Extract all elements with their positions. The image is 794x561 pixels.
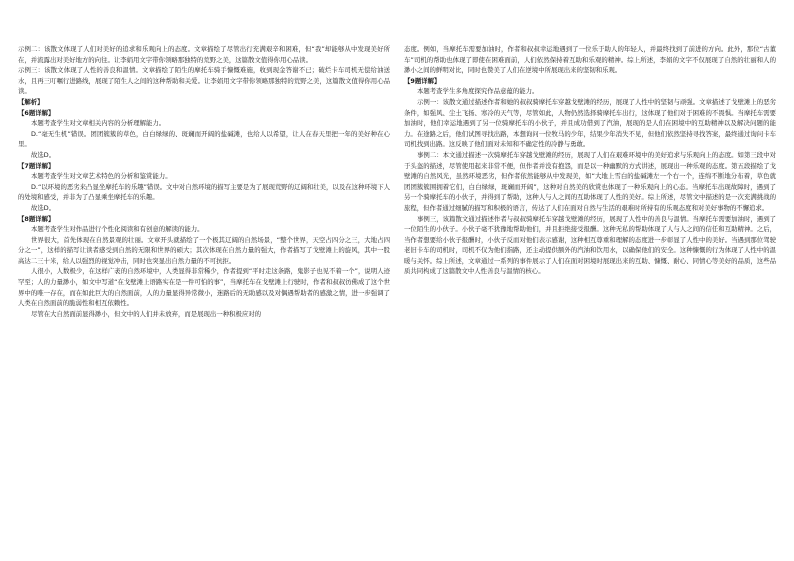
paragraph: 示例三：该散文体现了人性的善良和温情。文章描绘了陌生的摩托车骑手慷慨难施，收到现金答谢不已；破烂卡车司机无偿给油送水，且再三叮嘱行进路线，展现了陌生人之间的这种帮助和关爱。让李娟用文字带你领略那独特的荒野之美，这篇散文值得你用心品读。 [18,66,390,96]
section-heading: 【8题详解】 [18,214,55,223]
paragraph: 事例二：本文通过描述一次骑摩托车穿越戈壁滩的经历，展现了人们在艰难环境中的美好追求与乐观向上的态度。如第三段中对于头盔的描述，尽管使用起来非常不便，但作者并没有抱怨，而是以一种幽默的方式讲述，展现出一种乐观的态度。第五段描绘了戈壁滩的自然风光，虽然环境恶劣，但作者依然能够从中发现美，如“大地上雪白的盐碱滩左一个右一个，连绵不断地分布着，草色就团团簇簇围拥着它们，白白绿绿，斑斓而开阔”，这种对自然美的欣赏也体现了一种乐观向上的心态。当摩托车出现故障时，遇到了另一个骑摩托车的小伙子，并得到了帮助，这种人与人之间的互助体现了人性的美好。综上所述，尽管文中描述的是一次充满挑战的旅程，但作者通过细腻的描写和积极的语言，传达了人们在面对自然与生活的艰难时所持有的乐观态度和对美好事物的不懈追求。 [404,150,776,212]
paragraph: 示例二：该散文体现了人们对美好的追求和乐观向上的态度。文章描绘了尽管出行充满艰辛和困难，但“我”却能够从中发现美好所在，并流露出对美好地方的向往。让李娟用文字带你领略那独特的荒野之美，这篇散文值得你用心品读。 [18,45,390,64]
paragraph: 故选D。 [31,203,56,212]
paragraph: 本题考查学生对文章艺术特色的分析和鉴赏能力。 [31,172,172,181]
paragraph: 人很小，人数极少，在这样广袤的自然环境中，人类显得非常稀少，作者提到“平时走这条路，鬼影子也见不着一个”，说明人迹罕至；人的力量渺小，如文中写道“在戈壁滩上语路实在是一件可怕的事”，当摩托车在戈壁滩上行驶时，作者和叔叔彷佛成了这个世界中的唯一存在，而在如此巨大的自然面前，人的力量显得异常微小，迷路后的无助感以及对偶遇帮助者的感激之情，进一步强调了人类在自然面前的脆弱性和相互依赖性。 [18,267,390,308]
paragraph: 故选D。 [31,150,56,159]
paragraph: 示例一：该散文通过描述作者和她的叔叔骑摩托车穿越戈壁滩的经历，展现了人性中的坚韧与顽强。文章描述了戈壁滩上的恶劣条件，如强风、尘土飞扬、寒冷的天气等，尽管如此，人物仍然选择骑摩托车出行，这体现了他们对于困难的不畏惧。当摩托车需要加油时，他们幸运地遇到了另一位骑摩托车的小伙子，并且成功借到了汽油，展现的是人们在困境中的互助精神以及解决问题的能力。在途路之后，他们试图寻找出路，本想询问一位牧马的少年，结果少年消失不见，但他们依然坚持寻找答案，最终通过询问卡车司机找到出路。这反映了他们面对未知和不确定性的冷静与勇敢。 [404,97,776,149]
section-heading: 【9题详解】 [404,76,441,85]
right-column [404,44,776,277]
section-heading: 【解析】 [18,97,44,106]
paragraph: D.“毫无生机”错误。团团簇簇的草色，白白绿绿的、斑斓而开阔的盐碱滩，也给人以希望，让人在春天里把一年的美好种在心里。 [18,129,390,149]
left-column [18,44,390,319]
section-heading: 【7题详解】 [18,161,55,170]
paragraph: 本题考查学生多角度探究作品意蕴的能力。 [417,87,539,96]
paragraph: 尽管在大自然面前显得渺小，但文中的人们并未放弃，而是展现出一种积极应对的 [31,309,262,318]
paragraph: D.“以环境的恶劣来凸显坐摩托车的乐趣”错误。文中对自然环境的描写主要是为了展现荒野的辽阔和壮美，以及在这种环境下人的处境和感受，并非为了凸显乘坐摩托车的乐趣。 [18,182,390,202]
paragraph: 态度。例如，当摩托车需要加油时，作者和叔叔幸运地遇到了一位乐于助人的年轻人，并最终找到了前进的方向。此外，那位“古董车”司机的帮助也体现了即使在困难面前，人们依然保持着互助和乐观的精神。综上所述，李娟的文字不仅展现了自然的壮丽和人的渺小之间的鲜明对比，同时也赞美了人们在逆境中所展现出来的坚韧和乐观。 [404,45,776,75]
paragraph: 世界很大，首先体现在自然景观的壮丽。文章开头就描绘了一个极其辽阔的自然场景，“整个世界，天空占四分之三，大地占四分之一”，这样的描写让读者感受到自然的无限和世界的硕大；其次体现在自然力量的强大，作者描写了戈壁滩上的旋风，其中一股高达二三十米，给人以强烈的视觉冲击，同时也突显出自然力量的不可抗拒。 [18,235,390,265]
paragraph: 本题考查学生对作品进行个性化阅读和有创意的解读的能力。 [31,225,204,234]
paragraph: 事例三，该篇散文通过描述作者与叔叔骑摩托车穿越戈壁滩的经历，展现了人性中的善良与温情。当摩托车需要加油时，遇到了一位陌生的小伙子。小伙子毫不犹豫地帮助他们，并且拒绝接受报酬。这种无私的帮助体现了人与人之间的信任和互助精神。之后，当作者想要给小伙子报酬时，小伙子反而对他们表示感谢，这种相互尊重和理解的态度进一步彰显了人性中的美好。当遇到那位驾驶老旧卡车的司机时，司机不仅为他们指路，还主动提供额外的汽油和饮用水，以确保他们的安全。这种慷慨的行为体现了人性中的温暖与关怀。综上所述，文章通过一系列的事件展示了人们在面对困境时展现出来的互助、慷慨、耐心、同情心等美好的品质，这些品质共同构成了这篇散文中人性善良与温情的核心。 [404,214,776,276]
paragraph: 本题考查学生对文章相关内容的分析理解能力。 [31,119,166,128]
section-heading: 【6题详解】 [18,108,55,117]
